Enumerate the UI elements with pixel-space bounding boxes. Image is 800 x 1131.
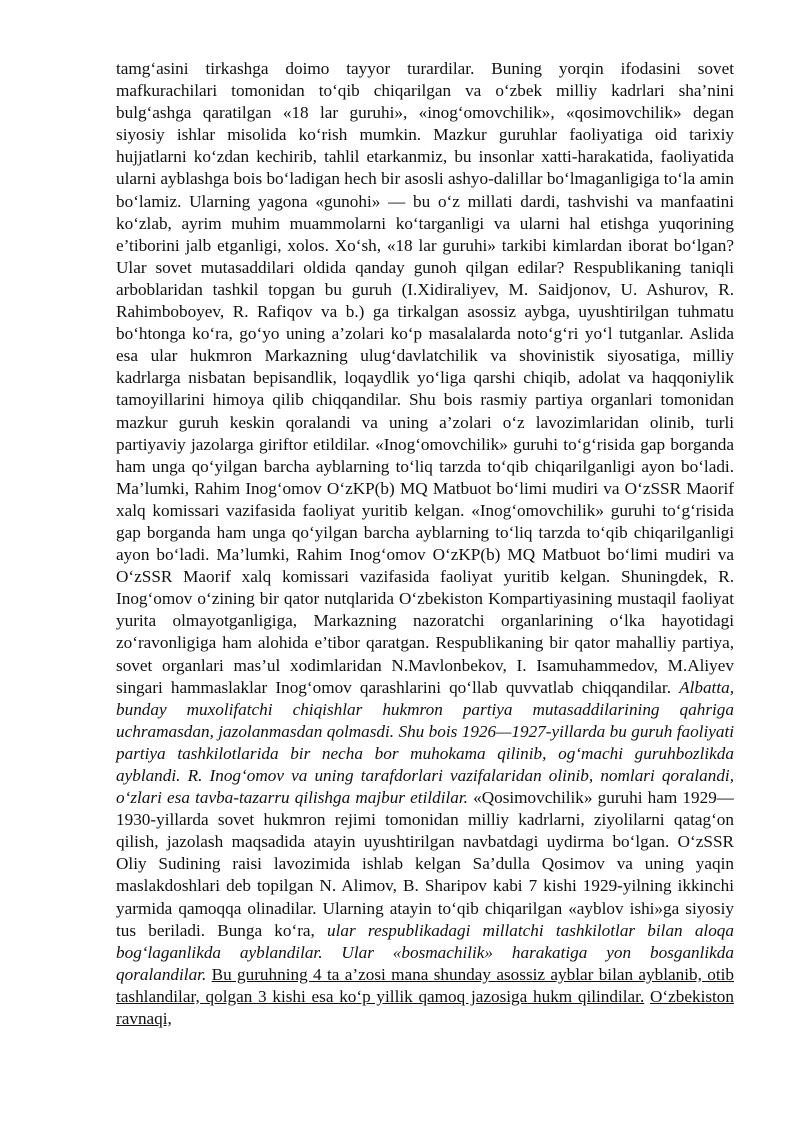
text-segment-normal: tamg‘asini tirkashga doimo tayyor turardilar. Buning yorqin ifodasini sovet mafkurachilari tomonidan to‘qib chiqarilgan va o‘zbek milliy kadrlari sha’nini bulg‘ashga qaratilgan «18 lar guruhi», «inog‘omovchilik», «qosimovchilik» degan siyosiy ishlar misolida ko‘rish mumkin. Mazkur guruhlar faoliyatiga oid tarixiy hujjatlarni ko‘zdan kechirib, tahlil etarkanmiz, bu insonlar xatti-harakatida, faoliyatida ularni ayblashga bois bo‘ladigan hech bir asosli ashyo-dalillar bo‘lmaganligiga to‘la amin bo‘lamiz. Ularning yagona «gunohi» — bu o‘z millati dardi, tashvishi va manfaatini ko‘zlab, ayrim muhim muammolarni ko‘targanligi va ularni hal etishga yuqorining e’tiborini jalb etganligi, xolos. Xo‘sh, «18 lar guruhi» tarkibi kimlardan iborat bo‘lgan? Ular sovet mutasaddilari oldida qanday gunoh qilgan edilar? Respublikaning taniqli arboblaridan tashkil topgan bu guruh (I.Xidiraliyev, M. Saidjonov, U. Ashurov, R. Rahimboboyev, R. Rafiqov va b.) ga tirkalgan asossiz aybga, uyushtirilgan tuhmatu bo‘htonga ko‘ra, go‘yo uning a’zolari ko‘p masalalarda noto‘g‘ri yo‘l tutganlar. Aslida esa ular hukmron Markazning ulug‘davlatchilik va shovinistik siyosatiga, milliy kadrlarga nisbatan bepisandlik, loqaydlik yo‘liga qarshi chiqib, adolat va haqqoniylik tamoyillarini himoya qilib chiqqandilar. Shu bois rasmiy partiya organlari tomonidan mazkur guruh keskin qoralandi va uning a’zolari o‘z lavozimlaridan olinib, turli partiyaviy jazolarga giriftor etildilar. «Inog‘omovchilik» guruhi to‘g‘risida gap borganda ham unga qo‘yilgan barcha ayblarning to‘liq tarzda to‘qib chiqarilganligi ayon bo‘ladi. Ma’lumki, Rahim Inog‘omov O‘zKP(b) MQ Matbuot bo‘limi mudiri va O‘zSSR Maorif xalq komissari vazifasida faoliyat yuritib kelgan. «Inog‘omovchilik» guruhi to‘g‘risida gap borganda ham unga qo‘yilgan barcha ayblarning to‘liq tarzda to‘qib chiqarilganligi ayon bo‘ladi. Ma’lumki, Rahim Inog‘omov O‘zKP(b) MQ Matbuot bo‘limi mudiri va O‘zSSR Maorif xalq komissari vazifasida faoliyat yuritib kelgan. Shuningdek, R. Inog‘omov o‘zining bir qator nutqlarida O‘zbekiston Kompartiyasining mustaqil faoliyat yurita olmayotganligiga, Markazning nazoratchi organlarining o‘lka hayotidagi zo‘ravonligiga ham alohida e’tibor qaratgan. Respublikaning bir qator mahalliy partiya, sovet organlari mas’ul xodimlaridan N.Mavlonbekov, I. Isamuhammedov, M.Aliyev singari hammaslaklar Inog‘omov qarashlarini qo‘llab quvvatlab chiqqandilar. [116, 59, 734, 697]
document-page [116, 58, 734, 1030]
text-segment-normal: «Qosimovchilik» guruhi ham 1929—1930-yillarda sovet hukmron rejimi tomonidan milliy kadrlarni, ziyolilarni qatag‘on qilish, jazolash maqsadida atayin uyushtirilgan navbatdagi uydirma bo‘lgan. O‘zSSR Oliy Sudining raisi lavozimida ishlab kelgan Sa’dulla Qosimov va uning yaqin maslakdoshlari deb topilgan N. Alimov, B. Sharipov kabi 7 kishi 1929-yilning ikkinchi yarmida qamoqqa olinadilar. Ularning atayin to‘qib chiqarilgan «ayblov ishi»ga siyosiy tus beriladi. Bunga ko‘ra, [116, 788, 734, 940]
text-segment-italic: Albatta, bunday muxolifatchi chiqishlar hukmron partiya mutasaddilarining qahriga uchramasdan, jazolanmasdan qolmasdi. Shu bois 1926—1927-yillarda bu guruh faoliyati partiya tashkilotlarida bir necha bor muhokama qilinib, og‘machi guruhbozlikda ayblandi. R. Inog‘omov va uning tarafdorlari vazifalaridan olinib, nomlari qoralandi, o‘zlari esa tavba-tazarru qilishga majbur etildilar. [116, 677, 734, 808]
text-segment-italic: ular respublikadagi millatchi tashkilotlar bilan aloqa bog‘laganlikda ayblandilar. Ular «bosmachilik» harakatiga yon bosganlikda qoralandilar. [116, 920, 734, 984]
text-segment-underlined: Bu guruhning 4 ta a’zosi mana shunday asossiz ayblar bilan ayblanib, otib tashlandilar, qolgan 3 kishi esa ko‘p yillik qamoq jazosiga hukm qilindilar. [116, 964, 734, 1006]
body-paragraph [116, 58, 734, 1030]
text-segment-underlined: O‘zbekiston ravnaqi, [116, 986, 734, 1029]
